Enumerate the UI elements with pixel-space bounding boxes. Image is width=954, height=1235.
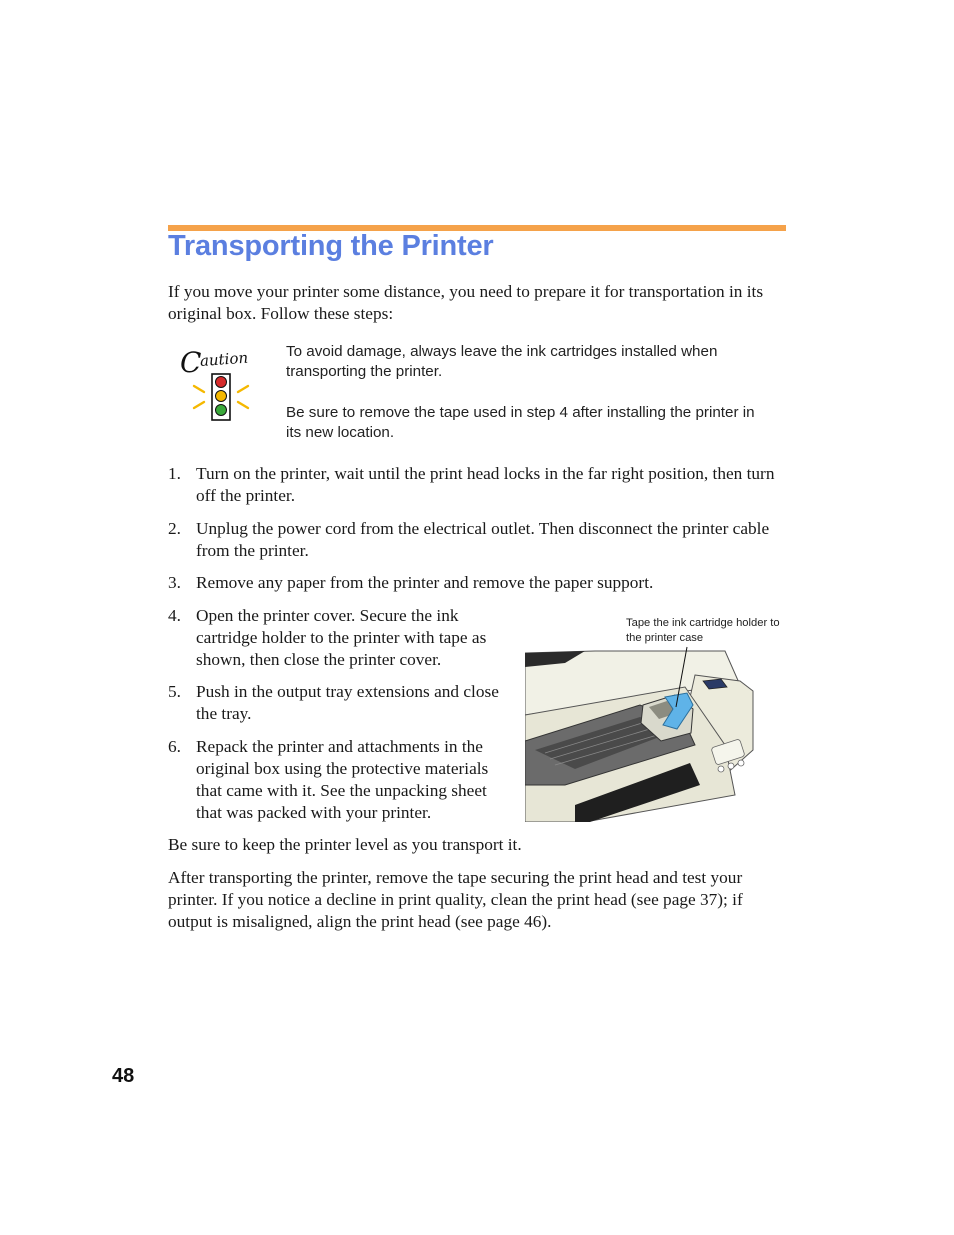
step-text: Turn on the printer, wait until the print head locks in the far right position, then turn off the printer. <box>196 464 775 505</box>
level-note: Be sure to keep the printer level as you transport it. <box>168 835 522 854</box>
page-number: 48 <box>112 1065 135 1087</box>
caution-traffic-light-icon <box>178 344 268 422</box>
step-4 <box>168 605 513 671</box>
step-number: 4. <box>168 606 181 625</box>
step-text: Push in the output tray extensions and close the tray. <box>196 682 499 723</box>
caution-text-1: To avoid damage, always leave the ink cartridges installed when transporting the printer. <box>286 343 718 380</box>
svg-text:C: C <box>180 346 202 379</box>
step-6 <box>168 736 508 824</box>
caption-pointer <box>660 645 700 715</box>
page-title: Transporting the Printer <box>168 230 494 262</box>
step-text: Unplug the power cord from the electrical outlet. Then disconnect the printer cable from the printer. <box>196 519 770 560</box>
printer-illustration <box>525 645 775 822</box>
step-number: 3. <box>168 573 181 592</box>
step-1 <box>168 463 788 507</box>
figure-caption: Tape the ink cartridge holder to the printer case <box>626 617 780 644</box>
intro-paragraph: If you move your printer some distance, you need to prepare it for transportation in its original box. Follow these steps: <box>168 282 764 323</box>
step-number: 2. <box>168 519 181 538</box>
after-transport-note: After transporting the printer, remove the tape securing the print head and test your printer. If you notice a decline in print quality, clean the print head (see page 37); if output is misaligned, align the print head (see page 46). <box>168 868 743 931</box>
step-2 <box>168 518 788 562</box>
step-number: 5. <box>168 682 181 701</box>
step-text: Remove any paper from the printer and remove the paper support. <box>196 573 654 592</box>
step-number: 1. <box>168 464 181 483</box>
svg-text:aution: aution <box>199 348 249 370</box>
step-text: Repack the printer and attachments in the original box using the protective materials that came with it. See the unpacking sheet that was packed with your printer. <box>196 737 489 822</box>
caution-text-2: Be sure to remove the tape used in step 4 after installing the printer in its new location. <box>286 404 755 441</box>
step-text: Open the printer cover. Secure the ink cartridge holder to the printer with tape as shown, then close the printer cover. <box>196 606 487 669</box>
step-number: 6. <box>168 737 181 756</box>
step-3 <box>168 572 788 594</box>
step-5 <box>168 681 516 725</box>
